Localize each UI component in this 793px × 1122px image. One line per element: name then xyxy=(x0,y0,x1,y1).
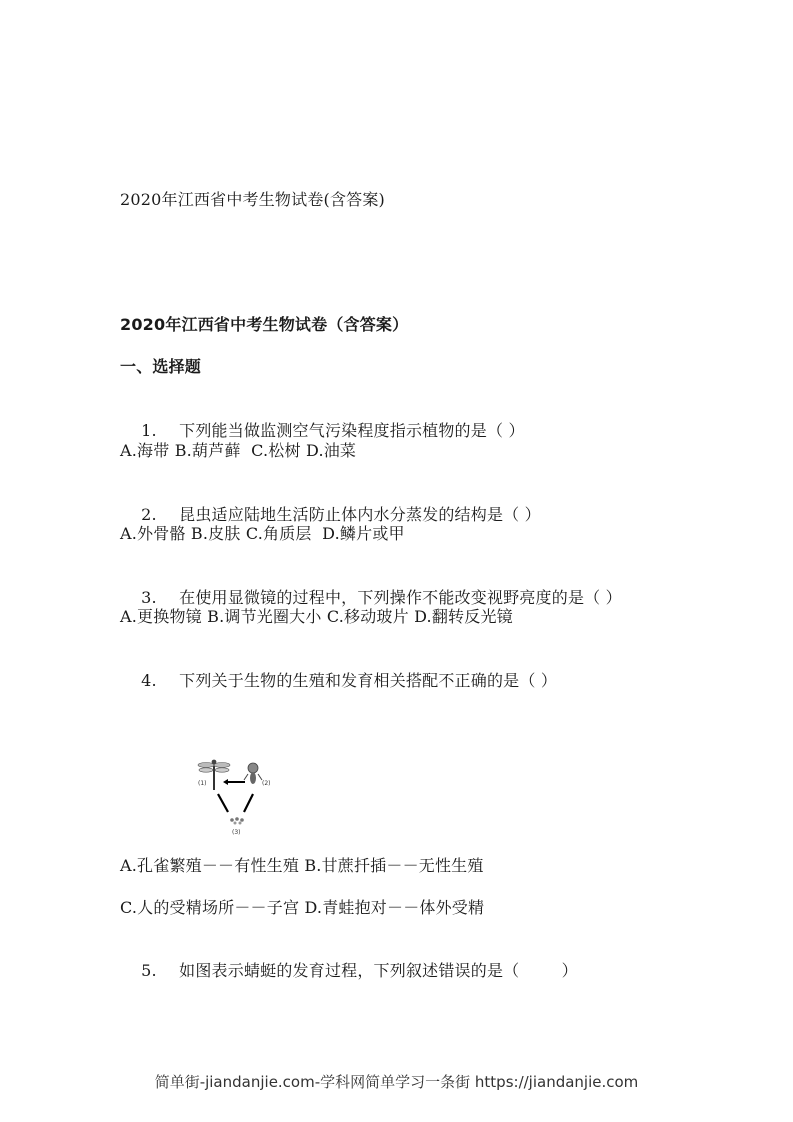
exam-title: 2020年江西省中考生物试卷（含答案） xyxy=(120,315,409,334)
stage-label-1: (1) xyxy=(198,780,207,787)
question-4-options-line1: A.孔雀繁殖－－有性生殖 B.甘蔗扦插－－无性生殖 xyxy=(120,856,484,875)
question-3-options: A.更换物镜 B.调节光圈大小 C.移动玻片 D.翻转反光镜 xyxy=(120,607,513,626)
question-stem: 昆虫适应陆地生活防止体内水分蒸发的结构是（ ） xyxy=(179,505,541,524)
stage-label-3: (3) xyxy=(232,829,241,836)
question-4 xyxy=(120,648,557,714)
arrow-adult-to-egg xyxy=(218,794,228,812)
question-number: 2. xyxy=(141,505,157,524)
question-5 xyxy=(120,938,578,1004)
question-stem: 下列能当做监测空气污染程度指示植物的是（ ） xyxy=(179,421,525,440)
question-stem: 如图表示蜻蜓的发育过程，下列叙述错误的是（ ） xyxy=(179,961,578,980)
nymph-icon xyxy=(244,763,262,784)
question-number: 3. xyxy=(141,588,157,607)
section-heading: 一、选择题 xyxy=(120,357,202,376)
question-1-options: A.海带 B.葫芦藓 C.松树 D.油菜 xyxy=(120,441,357,460)
question-stem: 在使用显微镜的过程中，下列操作不能改变视野亮度的是（ ） xyxy=(179,588,622,607)
question-4-options-line2: C.人的受精场所－－子宫 D.青蛙抱对－－体外受精 xyxy=(120,898,485,917)
question-stem: 下列关于生物的生殖和发育相关搭配不正确的是（ ） xyxy=(179,671,558,690)
question-number: 5. xyxy=(141,961,157,980)
question-number: 1. xyxy=(141,421,157,440)
page-footer: 简单街-jiandanjie.com-学科网简单学习一条街 https://jiandanjie.com xyxy=(154,1073,639,1091)
page-heading: 2020年江西省中考生物试卷(含答案) xyxy=(120,190,386,209)
question-number: 4. xyxy=(141,671,157,690)
question-2-options: A.外骨骼 B.皮肤 C.角质层 D.鳞片或甲 xyxy=(120,524,405,543)
stage-label-2: (2) xyxy=(262,780,271,787)
eggs-icon xyxy=(230,817,244,824)
arrow-egg-to-nymph xyxy=(244,794,253,812)
dragonfly-lifecycle-figure xyxy=(196,756,276,838)
dragonfly-lifecycle-diagram xyxy=(196,756,276,838)
